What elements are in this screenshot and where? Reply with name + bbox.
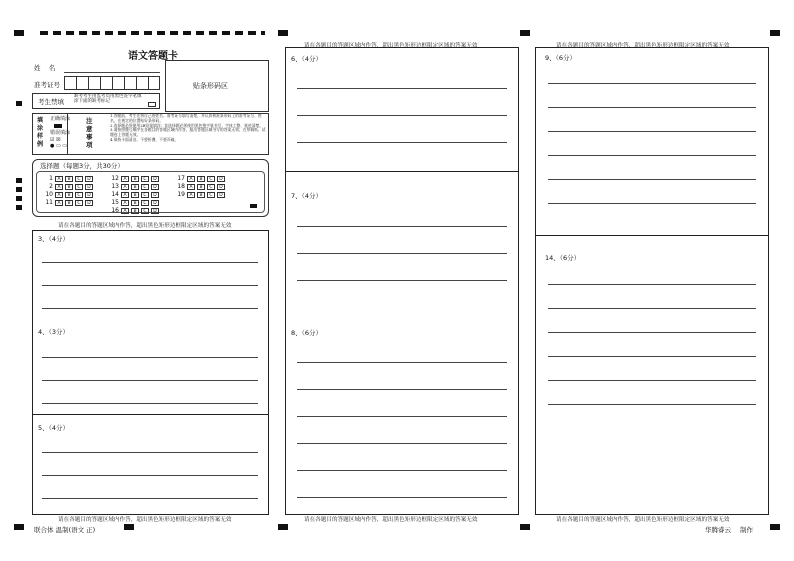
answer-line[interactable] [548, 356, 756, 357]
answer-line[interactable] [42, 380, 258, 381]
mc-option-d[interactable]: D [151, 208, 159, 214]
answer-line[interactable] [297, 226, 507, 227]
fill-example-title: 填涂样例 [37, 117, 44, 148]
mc-question-number: 2 [49, 183, 53, 190]
mc-option-d[interactable]: D [151, 176, 159, 182]
answer-line[interactable] [297, 443, 507, 444]
mc-option-d[interactable]: D [151, 200, 159, 206]
mc-mark [250, 204, 257, 208]
correct-fill-label: 正确填涂 [50, 116, 71, 122]
answer-panel-1 [32, 230, 269, 515]
mc-option-a[interactable]: A [55, 200, 63, 206]
exam-no-field[interactable] [64, 76, 160, 90]
mc-question-number: 12 [111, 175, 119, 182]
mc-option-a[interactable]: A [121, 176, 129, 182]
exam-no-label: 准考证号 [34, 81, 60, 89]
mc-option-d[interactable]: D [85, 200, 93, 206]
answer-line[interactable] [297, 142, 507, 143]
footer-left: 联合体 温制(语文 正) [34, 526, 96, 534]
question-5-label: 5、（4分） [38, 424, 70, 432]
footer-brand: 华腾睿云 [705, 526, 731, 534]
answer-line[interactable] [42, 498, 258, 499]
timing-mark [14, 30, 24, 36]
answer-line[interactable] [297, 416, 507, 417]
answer-line[interactable] [297, 88, 507, 89]
answer-line[interactable] [548, 308, 756, 309]
mc-question-number: 19 [177, 191, 185, 198]
section-divider [32, 414, 269, 415]
side-mark [16, 178, 22, 183]
mc-option-c[interactable]: C [75, 176, 83, 182]
mc-option-d[interactable]: D [85, 192, 93, 198]
mc-option-c[interactable]: C [207, 176, 215, 182]
answer-line[interactable] [297, 115, 507, 116]
mc-question-1 [44, 175, 95, 182]
question-14-label: 14、（6分） [545, 254, 581, 262]
mc-option-c[interactable]: C [141, 192, 149, 198]
mc-question-12 [110, 175, 161, 182]
mc-option-d[interactable]: D [85, 176, 93, 182]
question-7-label: 7、（4分） [291, 192, 323, 200]
mc-option-b[interactable]: B [131, 200, 139, 206]
wrong-fill-samples: ☑ ☒ ● ▭ ▭ [50, 137, 67, 149]
timing-mark [520, 524, 530, 530]
top-dash-strip [40, 31, 265, 35]
answer-line[interactable] [297, 280, 507, 281]
timing-mark [520, 30, 530, 36]
footer-made: 制作 [740, 526, 753, 534]
section-divider [285, 171, 519, 172]
mc-question-number: 17 [177, 175, 185, 182]
mc-option-b[interactable]: B [131, 192, 139, 198]
notice: 请在各题目的答题区域内作答，超出黑色矩形边框限定区域的答案无效 [304, 43, 478, 49]
answer-line[interactable] [548, 131, 756, 132]
mc-option-b[interactable]: B [197, 176, 205, 182]
answer-panel-3 [535, 47, 769, 515]
wrong-fill-label: 错误填涂 [50, 130, 71, 136]
answer-line[interactable] [297, 362, 507, 363]
question-3-label: 3、（4分） [38, 235, 70, 243]
mc-option-a[interactable]: A [55, 176, 63, 182]
mc-option-c[interactable]: C [207, 184, 215, 190]
mc-option-a[interactable]: A [121, 184, 129, 190]
mc-option-b[interactable]: B [197, 184, 205, 190]
answer-line[interactable] [297, 253, 507, 254]
notice: 请在各题目的答题区域内作答，超出黑色矩形边框限定区域的答案无效 [58, 517, 232, 523]
mc-option-c[interactable]: C [75, 200, 83, 206]
note-item: 4.保持卡面清洁，不要折叠、不要弄破。 [110, 136, 179, 142]
absent-mark-box[interactable] [148, 102, 156, 107]
notice: 请在各题目的答题区域内作答，超出黑色矩形边框限定区域的答案无效 [58, 223, 232, 229]
note-item: 2.选择题必须使用2B铅笔填涂；非选择题必须使用黑色签字笔书写，字体工整、笔迹清楚。 [110, 122, 264, 128]
answer-line[interactable] [548, 380, 756, 381]
answer-line[interactable] [548, 203, 756, 204]
mc-option-a[interactable]: A [55, 192, 63, 198]
mc-option-b[interactable]: B [65, 176, 73, 182]
side-mark [16, 187, 22, 192]
answer-line[interactable] [297, 470, 507, 471]
timing-mark [14, 524, 24, 530]
timing-mark [124, 524, 134, 530]
mc-option-d[interactable]: D [151, 184, 159, 190]
timing-mark [770, 30, 780, 36]
timing-mark [770, 524, 780, 530]
answer-panel-2 [285, 47, 519, 515]
notice: 请在各题目的答题区域内作答，超出黑色矩形边框限定区域的答案无效 [556, 43, 730, 49]
answer-line[interactable] [42, 262, 258, 263]
mc-question-18 [176, 183, 227, 190]
mc-title: 选择题（每题3分，共30分） [40, 162, 124, 170]
mc-option-b[interactable]: B [65, 184, 73, 190]
mc-option-c[interactable]: C [141, 208, 149, 214]
mc-question-15 [110, 199, 161, 206]
mc-option-c[interactable]: C [207, 192, 215, 198]
question-8-label: 8、（6分） [291, 329, 323, 337]
mc-option-d[interactable]: D [217, 176, 225, 182]
answer-line[interactable] [548, 404, 756, 405]
answer-line[interactable] [548, 284, 756, 285]
answer-line[interactable] [548, 332, 756, 333]
timing-mark [278, 524, 288, 530]
mc-question-19 [176, 191, 227, 198]
answer-line[interactable] [42, 357, 258, 358]
mc-option-a[interactable]: A [121, 208, 129, 214]
mc-question-11 [44, 199, 95, 206]
mc-question-number: 13 [111, 183, 119, 190]
mc-question-14 [110, 191, 161, 198]
mc-option-a[interactable]: A [187, 176, 195, 182]
barcode-label: 贴条形码区 [193, 82, 228, 90]
answer-line[interactable] [42, 403, 258, 404]
mc-option-d[interactable]: D [151, 192, 159, 198]
mc-option-a[interactable]: A [187, 184, 195, 190]
timing-mark [278, 30, 288, 36]
mc-option-b[interactable]: B [131, 176, 139, 182]
answer-line[interactable] [548, 107, 756, 108]
card-title: 语文答题卡 [128, 51, 178, 62]
mc-option-c[interactable]: C [141, 200, 149, 206]
mc-question-2 [44, 183, 95, 190]
answer-line[interactable] [42, 452, 258, 453]
answer-line[interactable] [297, 497, 507, 498]
mc-option-a[interactable]: A [121, 200, 129, 206]
notice: 请在各题目的答题区域内作答，超出黑色矩形边框限定区域的答案无效 [304, 517, 478, 523]
mc-question-number: 18 [177, 183, 185, 190]
answer-line[interactable] [297, 389, 507, 390]
notes-list [110, 114, 267, 143]
mc-option-a[interactable]: A [121, 192, 129, 198]
mc-option-c[interactable]: C [75, 192, 83, 198]
mc-option-c[interactable]: C [141, 176, 149, 182]
mc-option-c[interactable]: C [75, 184, 83, 190]
mc-question-17 [176, 175, 227, 182]
notice: 请在各题目的答题区域内作答，超出黑色矩形边框限定区域的答案无效 [556, 517, 730, 523]
mc-question-number: 10 [45, 191, 53, 198]
mc-option-a[interactable]: A [187, 192, 195, 198]
name-field[interactable] [64, 72, 160, 73]
answer-line[interactable] [42, 285, 258, 286]
answer-line[interactable] [548, 83, 756, 84]
mc-option-b[interactable]: B [197, 192, 205, 198]
forbidden-label: 考生禁填 [38, 98, 64, 106]
mc-option-b[interactable]: B [65, 200, 73, 206]
answer-line[interactable] [548, 179, 756, 180]
name-label: 姓 名 [34, 64, 56, 72]
correct-fill-sample [54, 124, 62, 128]
mc-option-a[interactable]: A [55, 184, 63, 190]
side-mark [16, 196, 22, 201]
mc-question-number: 14 [111, 191, 119, 198]
question-4-label: 4、（3分） [38, 328, 70, 336]
mc-question-number: 16 [111, 207, 119, 214]
mc-option-b[interactable]: B [131, 208, 139, 214]
mc-question-number: 15 [111, 199, 119, 206]
question-9-label: 9、（6分） [545, 54, 577, 62]
side-mark [16, 101, 22, 106]
mc-option-b[interactable]: B [131, 184, 139, 190]
question-6-label: 6、（4分） [291, 55, 323, 63]
mc-option-c[interactable]: C [141, 184, 149, 190]
mc-option-d[interactable]: D [85, 184, 93, 190]
mc-question-10 [44, 191, 95, 198]
section-divider [535, 235, 769, 236]
answer-line[interactable] [548, 155, 756, 156]
mc-question-number: 1 [49, 175, 53, 182]
note-item: 1.答题前，考生先将自己的姓名、准考证号填写清楚，并认真核准条形码上的准考证号、姓名，在规定的位置贴好条形码。 [110, 113, 262, 123]
mc-question-number: 11 [45, 199, 53, 206]
answer-line[interactable] [42, 308, 258, 309]
mc-option-d[interactable]: D [217, 184, 225, 190]
forbidden-text: 缺考考生由监考员用黑色签字笔填涂下面的缺考标记 [74, 94, 142, 104]
answer-line[interactable] [42, 475, 258, 476]
mc-question-13 [110, 183, 161, 190]
note-item: 3.请按照题号顺序在各题目的答题区域内作答，超出答题区域书写的答案无效；在草稿纸、试题卷上答题无效。 [110, 127, 266, 138]
mc-option-b[interactable]: B [65, 192, 73, 198]
notes-title: 注意事项 [86, 117, 93, 149]
side-mark [16, 205, 22, 210]
mc-question-16 [110, 207, 161, 214]
mc-option-d[interactable]: D [217, 192, 225, 198]
